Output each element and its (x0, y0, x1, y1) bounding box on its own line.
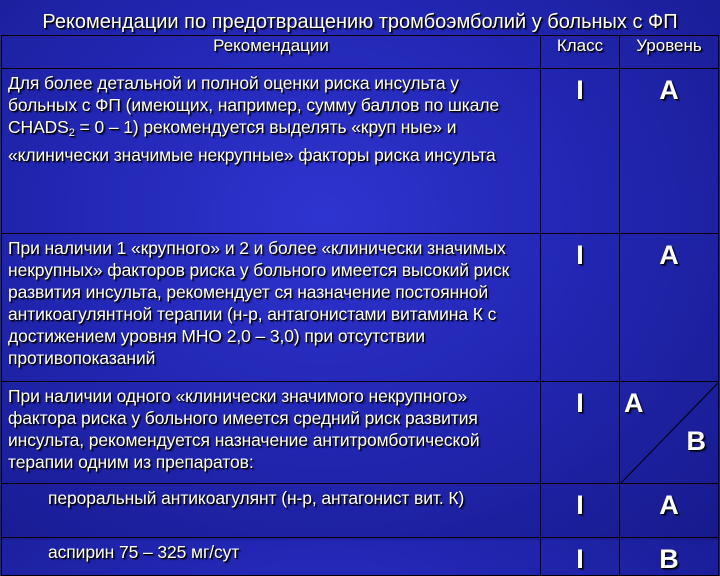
slide-title: Рекомендации по предотвращению тромбоэмболий у больных с ФП (42, 11, 678, 33)
level-value: A (620, 69, 719, 234)
recommendation-text: При наличии 1 «крупного» и 2 и более «клинически значимых некрупных» факторов риска у больного имеется высокий риск развития инсульта, рекомендует ся назначение постоянной антикоагулянтной терапии (н-р, антагонистами витамина К с достижением уровня МНО 2,0 – 3,0) при отсутствии противопоказаний (2, 234, 541, 382)
class-value: I (541, 538, 620, 576)
table-row (2, 69, 719, 234)
recommendation-text: пероральный антикоагулянт (н-р, антагонист вит. К) (2, 484, 541, 538)
class-value: I (541, 69, 620, 234)
table-row (2, 538, 719, 576)
header-recommendations: Рекомендации (2, 36, 541, 69)
level-value: B (620, 538, 719, 576)
header-class: Класс (541, 36, 620, 69)
recommendation-text-tail: = 0 – 1) рекомендуется выделять «круп ные» и «клинически значимые некрупные» факторы риска инсульта (8, 117, 496, 165)
class-value: I (541, 484, 620, 538)
header-level: Уровень (620, 36, 719, 69)
recommendations-table (1, 35, 719, 576)
level-value-b: B (686, 426, 706, 456)
level-split-cell (620, 382, 719, 484)
level-value: A (620, 484, 719, 538)
recommendation-text: При наличии одного «клинически значимого некрупного» фактора риска у больного имеется средний риск развития инсульта, рекомендуется назначение антитромботической терапии одним из препаратов: (2, 382, 541, 484)
level-value-a: A (624, 388, 644, 418)
recommendation-text (2, 69, 541, 234)
table-row (2, 382, 719, 484)
class-value: I (541, 234, 620, 382)
table-row (2, 484, 719, 538)
level-value: A (620, 234, 719, 382)
chads-subscript: 2 (68, 127, 75, 139)
recommendation-text: аспирин 75 – 325 мг/сут (2, 538, 541, 576)
table-row (2, 234, 719, 382)
class-value: I (541, 382, 620, 484)
recommendation-text-main: Для более детальной и полной оценки риска инсульта у больных с ФП (имеющих, например, сумму баллов по шкале CHADS (8, 73, 500, 137)
table-header-row (2, 36, 719, 69)
